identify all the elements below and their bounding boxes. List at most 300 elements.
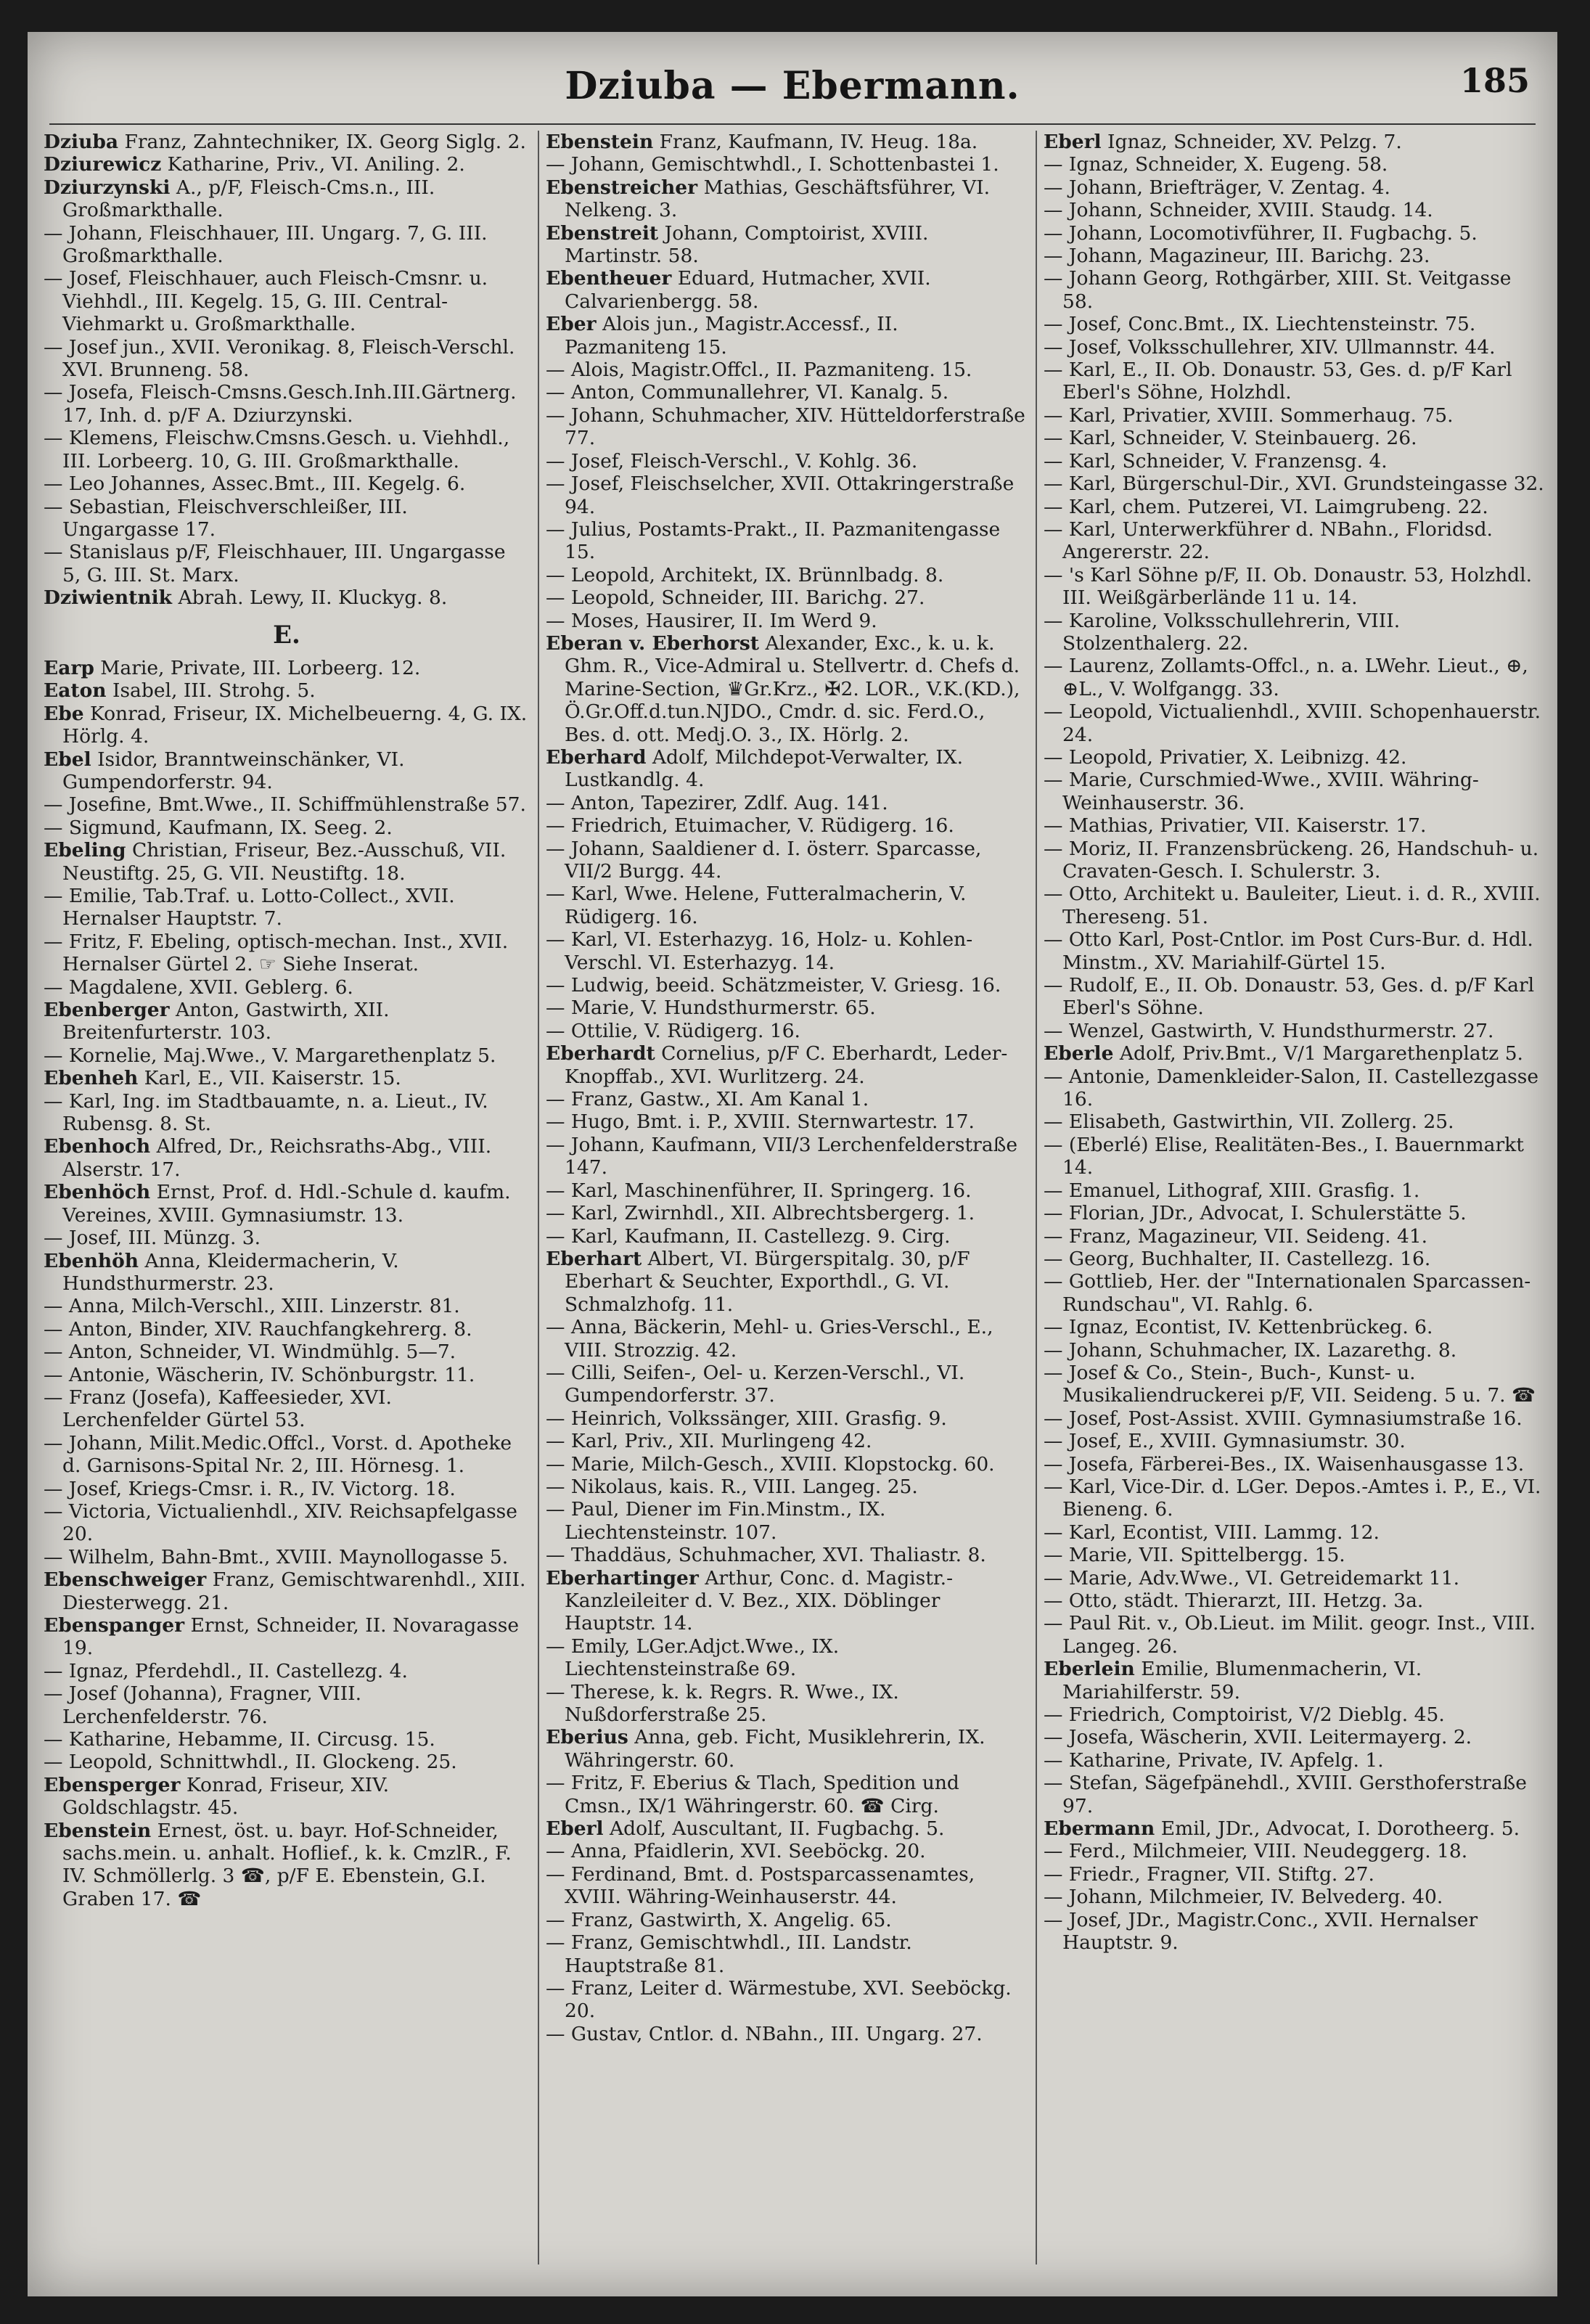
directory-entry [44,222,530,268]
entry-details: — Karl, Econtist, VIII. Lammg. 12. [1044,1521,1380,1544]
directory-entry [546,1453,1029,1476]
directory-entry [1044,700,1544,746]
directory-entry [546,2023,1029,2045]
entry-surname: Ebenhoch [44,1135,151,1158]
entry-details: — Karl, Ing. im Stadtbauamte, n. a. Lieut., IV. Rubensg. 8. St. [44,1089,488,1136]
page-title: Dziuba — Ebermann. [565,64,1020,108]
entry-details: — 's Karl Söhne p/F, II. Ob. Donaustr. 53, Holzhdl. III. Weißgärberlände 11 u. 14. [1044,563,1533,610]
entry-details: — Nikolaus, kais. R., VIII. Langeg. 25. [546,1475,918,1498]
directory-entry [44,1364,530,1386]
directory-entry [1044,518,1544,564]
entry-details: Karl, E., VII. Kaiserstr. 15. [138,1067,401,1090]
directory-entry [1044,1020,1544,1042]
entry-details: Ernst, Schneider, II. Novaragasse 19. [62,1614,520,1660]
entry-details: — Karl, Privatier, XVIII. Sommerhaug. 75. [1044,404,1454,427]
directory-entry [1044,1476,1544,1521]
directory-entry [1044,404,1544,427]
directory-entry [546,1248,1029,1316]
entry-details: — Johann, Kaufmann, VII/3 Lerchenfelderstraße 147. [546,1133,1018,1179]
directory-page [28,32,1557,2296]
entry-details: — Josef, Volksschullehrer, XIV. Ullmannstr. 44. [1044,335,1496,359]
entry-details: Johann, Comptoirist, XVIII. Martinstr. 58. [565,221,929,268]
directory-entry [1044,359,1544,404]
directory-entry [44,472,530,495]
entry-details: — Paul Rit. v., Ob.Lieut. im Milit. geogr. Inst., VIII. Langeg. 26. [1044,1612,1536,1658]
entry-details: — Karl, Schneider, V. Steinbauerg. 26. [1044,427,1417,450]
entry-details: — Leopold, Victualienhdl., XVIII. Schopenhauerstr. 24. [1044,700,1541,746]
entry-details: — Moses, Hausirer, II. Im Werd 9. [546,609,877,632]
directory-entry [1044,1612,1544,1658]
entry-details: — Josef, Fleischhauer, auch Fleisch-Cmsnr. u. Viehhdl., III. Kegelg. 15, G. III. Central-Viehmarkt u. Großmarkthalle. [44,267,488,336]
directory-entry [1044,1567,1544,1589]
directory-entry [1044,1749,1544,1772]
entry-details: — Alois, Magistr.Offcl., II. Pazmaniteng. 15. [546,359,972,382]
entry-details: Emil, JDr., Advocat, I. Dorotheerg. 5. [1155,1817,1520,1841]
directory-entry [1044,1726,1544,1748]
entry-surname: Ebenhöch [44,1181,151,1204]
directory-entry [44,1660,530,1682]
entry-details: — Katharine, Private, IV. Apfelg. 1. [1044,1748,1384,1772]
entry-surname: Eberhardt [546,1042,655,1065]
directory-entry [546,1134,1029,1179]
entry-details: — Franz, Gemischtwhdl., III. Landstr. Hauptstraße 81. [546,1931,912,1977]
entry-details: Franz, Gemischtwarenhdl., XIII. Diesterwegg. 21. [62,1568,526,1614]
entry-details: — Josef, III. Münzg. 3. [44,1227,261,1250]
entry-details: — Otto, Architekt u. Bauleiter, Lieut. i. d. R., XVIII. Thereseng. 51. [1044,883,1541,928]
directory-entry [1044,1110,1544,1133]
directory-entry [546,1931,1029,1977]
entry-details: — Emilie, Tab.Traf. u. Lotto-Collect., XVII. Hernalser Hauptstr. 7. [44,885,455,930]
entry-details: — Emily, LGer.Adjct.Wwe., IX. Liechtensteinstraße 69. [546,1634,840,1681]
directory-entry [44,1774,530,1820]
entry-details: — Friedrich, Comptoirist, V/2 Dieblg. 45. [1044,1703,1445,1727]
directory-entry [546,1772,1029,1817]
entry-details: Anna, geb. Ficht, Musiklehrerin, IX. Währingerstr. 60. [565,1726,985,1772]
directory-entry [546,1202,1029,1224]
directory-entry [546,1726,1029,1772]
entry-surname: Eberlein [1044,1658,1135,1681]
directory-entry [546,610,1029,632]
entry-details: — Kornelie, Maj.Wwe., V. Margarethenplatz 5. [44,1044,496,1067]
page-header [49,58,1536,123]
directory-entry [44,1820,530,1911]
directory-entry [1044,267,1544,313]
directory-entry [1044,199,1544,221]
directory-entry [1044,336,1544,359]
directory-entry [546,586,1029,609]
entry-details: — Franz, Magazineur, VII. Seideng. 41. [1044,1224,1428,1248]
directory-entry [546,404,1029,450]
directory-entry [546,1407,1029,1430]
entry-details: — Karl, Zwirnhdl., XII. Albrechtsbergerg. 1. [546,1202,975,1225]
entry-surname: Earp [44,656,94,679]
directory-entry [1044,1521,1544,1544]
entry-details: — Otto, städt. Thierarzt, III. Hetzg. 3a. [1044,1589,1424,1612]
entry-surname: Ebenheh [44,1067,139,1090]
directory-entry [546,564,1029,586]
directory-entry [1044,222,1544,245]
entry-details: — Franz, Leiter d. Wärmestube, XVI. Seeböckg. 20. [546,1976,1012,2023]
entry-details: — Fritz, F. Ebeling, optisch-mechan. Inst., XVII. Hernalser Gürtel 2. ☞ Siehe Inserat. [44,930,509,976]
entry-details: — Karl, Unterwerkführer d. NBahn., Floridsd. Angererstr. 22. [1044,517,1493,564]
directory-entry [1044,1339,1544,1362]
entry-details: — Laurenz, Zollamts-Offcl., n. a. LWehr. Lieut., ⊕, ⊕L., V. Wolfgangg. 33. [1044,655,1528,700]
entry-details: — Johann, Briefträger, V. Zentag. 4. [1044,176,1390,199]
directory-entry [1044,1179,1544,1202]
directory-entry [546,1681,1029,1727]
directory-entry [546,1476,1029,1498]
entry-details: — Stanislaus p/F, Fleischhauer, III. Ungargasse 5, G. III. St. Marx. [44,541,506,586]
directory-entry [44,176,530,222]
directory-entry [546,359,1029,381]
entry-details: Alfred, Dr., Reichsraths-Abg., VIII. Alserstr. 17. [62,1135,492,1181]
entry-surname: Eberhard [546,745,647,769]
entry-details: — (Eberlé) Elise, Realitäten-Bes., I. Bauernmarkt 14. [1044,1133,1524,1179]
directory-entry [1044,131,1544,153]
entry-details: — Anton, Binder, XIV. Rauchfangkehrerg. 8. [44,1317,472,1341]
entry-details: Cornelius, p/F C. Eberhardt, Leder-Knopffab., XVI. Wurlitzerg. 24. [565,1042,1008,1088]
directory-entry [546,472,1029,518]
directory-entry [1044,1544,1544,1566]
directory-entry [44,1341,530,1363]
entry-details: — Johann, Magazineur, III. Barichg. 23. [1044,245,1430,268]
directory-entry [44,793,530,816]
entry-details: Konrad, Friseur, IX. Michelbeuerng. 4, G. IX. Hörlg. 4. [62,702,528,748]
directory-entry [1044,1042,1544,1065]
entry-details: — Josef (Johanna), Fragner, VIII. Lerchenfelderstr. 76. [44,1682,362,1728]
entry-surname: Dziurewicz [44,153,162,176]
directory-entry [546,997,1029,1019]
directory-entry [546,1020,1029,1042]
entry-details: Ernst, Prof. d. Hdl.-Schule d. kaufm. Vereines, XVIII. Gymnasiumstr. 13. [62,1181,511,1227]
entry-details: — Karl, Schneider, V. Franzensg. 4. [1044,449,1388,472]
entry-details: — Leopold, Schneider, III. Barichg. 27. [546,586,925,610]
entry-surname: Ebermann [1044,1817,1155,1841]
directory-entry [1044,1589,1544,1612]
entry-details: — Leo Johannes, Assec.Bmt., III. Kegelg. 6. [44,472,466,496]
entry-details: — Katharine, Hebamme, II. Circusg. 15. [44,1728,435,1751]
entry-details: — Rudolf, E., II. Ob. Donaustr. 53, Ges. d. p/F Karl Eberl's Söhne. [1044,974,1535,1020]
directory-entry [44,336,530,382]
column-divider [1036,131,1037,2264]
entry-details: — Johann, Schneider, XVIII. Staudg. 14. [1044,199,1433,222]
entry-details: — Antonie, Damenkleider-Salon, II. Castellezgasse 16. [1044,1065,1539,1111]
entry-surname: Eberius [546,1726,628,1749]
directory-entry [546,153,1029,176]
entry-details: Adolf, Priv.Bmt., V/1 Margarethenplatz 5. [1113,1042,1523,1065]
entry-details: — Therese, k. k. Regrs. R. Wwe., IX. Nußdorferstraße 25. [546,1680,899,1727]
directory-entry [1044,1225,1544,1248]
directory-entry [44,267,530,335]
directory-entry [1044,427,1544,449]
entry-details: Marie, Private, III. Lorbeerg. 12. [94,656,421,679]
directory-entry [546,222,1029,268]
directory-entry [1044,1886,1544,1908]
entry-details: — Sigmund, Kaufmann, IX. Seeg. 2. [44,816,393,839]
entry-details: — Thaddäus, Schuhmacher, XVI. Thaliastr. 8. [546,1544,986,1567]
directory-entry [1044,928,1544,974]
entry-surname: Ebensperger [44,1773,181,1796]
header-rule [49,123,1536,125]
entry-details: — Franz, Gastwirth, X. Angelig. 65. [546,1908,892,1931]
entry-details: Konrad, Friseur, XIV. Goldschlagstr. 45. [62,1773,390,1820]
directory-entry [1044,1703,1544,1726]
entry-surname: Eberle [1044,1042,1114,1065]
directory-entry [44,703,530,748]
entry-details: — Josefa, Fleisch-Cmsns.Gesch.Inh.III.Gärtnerg. 17, Inh. d. p/F A. Dziurzynski. [44,381,517,427]
directory-entry [546,450,1029,472]
entry-details: Franz, Zahntechniker, IX. Georg Siglg. 2. [118,131,526,153]
directory-entry [1044,564,1544,610]
entry-surname: Dziwientnik [44,586,173,610]
entry-details: — Anton, Schneider, VI. Windmühlg. 5—7. [44,1341,456,1364]
entry-details: — Friedr., Fragner, VII. Stiftg. 27. [1044,1862,1374,1886]
entry-details: Adolf, Auscultant, II. Fugbachg. 5. [603,1817,945,1841]
directory-entry [546,1179,1029,1202]
entry-details: — Johann Georg, Rothgärber, XIII. St. Veitgasse 58. [1044,267,1512,313]
entry-surname: Ebel [44,748,91,771]
entry-details: — Josef, JDr., Magistr.Conc., XVII. Hernalser Hauptstr. 9. [1044,1908,1478,1955]
entry-details: — Marie, Adv.Wwe., VI. Getreidemarkt 11. [1044,1566,1460,1589]
entry-details: — Fritz, F. Eberius & Tlach, Spedition und Cmsn., IX/1 Währingerstr. 60. ☎ Cirg. [546,1772,959,1817]
entry-details: — Julius, Postamts-Prakt., II. Pazmanitengasse 15. [546,517,1001,564]
directory-entry [1044,883,1544,928]
directory-entry [44,153,530,176]
entry-details: — Josef, Post-Assist. XVIII. Gymnasiumstraße 16. [1044,1407,1523,1430]
entry-details: — Josef, Fleisch-Verschl., V. Kohlg. 36. [546,449,918,472]
directory-entry [44,1250,530,1296]
directory-entry [546,1362,1029,1407]
entry-details: — Josef, Fleischselcher, XVII. Ottakringerstraße 94. [546,472,1015,518]
entry-details: — Johann, Gemischtwhdl., I. Schottenbastei 1. [546,153,999,176]
entry-surname: Dziuba [44,131,119,153]
directory-entry [44,679,530,702]
entry-details: — Victoria, Victualienhdl., XIV. Reichsapfelgasse 20. [44,1499,517,1546]
directory-entry [1044,1772,1544,1817]
directory-entry [44,1135,530,1181]
directory-entry [546,974,1029,997]
entry-details: — Elisabeth, Gastwirthin, VII. Zollerg. 25. [1044,1110,1454,1134]
directory-entry [44,748,530,794]
directory-entry [44,1546,530,1568]
directory-entry [1044,1316,1544,1338]
directory-entry [44,131,530,153]
entry-surname: Ebenhöh [44,1249,139,1272]
column-divider [538,131,539,2264]
entry-details: Adolf, Milchdepot-Verwalter, IX. Lustkandlg. 4. [565,745,964,792]
entry-details: — Cilli, Seifen-, Oel- u. Kerzen-Verschl., VI. Gumpendorferstr. 37. [546,1361,965,1407]
entry-details: — Otto Karl, Post-Cntlor. im Post Curs-Bur. d. Hdl. Minstm., XV. Mariahilf-Gürtel 15. [1044,928,1533,974]
directory-entry [44,1478,530,1500]
entry-details: Katharine, Priv., VI. Aniling. 2. [161,153,465,176]
entry-details: — Johann, Saaldiener d. I. österr. Sparcasse, VII/2 Burgg. 44. [546,837,982,883]
entry-details: — Anna, Milch-Verschl., XIII. Linzerstr. 81. [44,1295,460,1318]
entry-details: — Marie, Curschmied-Wwe., XVIII. Währing-Weinhauserstr. 36. [1044,769,1479,814]
entry-surname: Ebenberger [44,999,170,1022]
directory-entry [546,814,1029,837]
directory-entry [546,1817,1029,1840]
entry-details: Isabel, III. Strohg. 5. [106,679,316,703]
directory-entry [44,1044,530,1067]
directory-entry [546,928,1029,974]
directory-entry [1044,610,1544,655]
entry-details: — Josefa, Wäscherin, XVII. Leitermayerg. 2. [1044,1726,1472,1749]
entry-details: — Karl, Wwe. Helene, Futteralmacherin, V. Rüdigerg. 16. [546,883,967,928]
directory-entry [1044,1248,1544,1270]
directory-entry [44,839,530,885]
directory-entry [44,586,530,609]
directory-entry [44,1227,530,1249]
directory-entry [44,976,530,999]
entry-details: Alois jun., Magistr.Accessf., II. Pazmaniteng 15. [565,313,898,359]
directory-entry [44,817,530,839]
entry-details: — Klemens, Fleischw.Cmsns.Gesch. u. Viehhdl., III. Lorbeerg. 10, G. III. Großmarkthalle. [44,427,510,472]
directory-entry [44,381,530,427]
entry-surname: Ebenstein [44,1819,152,1842]
directory-entry [546,1635,1029,1681]
entry-details: Arthur, Conc. d. Magistr.-Kanzleileiter d. V. Bez., XIX. Döblinger Hauptstr. 14. [565,1566,954,1635]
directory-entry [1044,245,1544,267]
directory-entry [1044,1840,1544,1862]
directory-entry [44,1318,530,1341]
section-letter: E. [273,620,300,650]
directory-entry [1044,1430,1544,1452]
directory-entry [1044,1134,1544,1179]
entry-details: — Karl, Maschinenführer, II. Springerg. 16. [546,1179,972,1202]
entry-details: — Josefine, Bmt.Wwe., II. Schiffmühlenstraße 57. [44,793,526,817]
entry-details: — Wilhelm, Bahn-Bmt., XVIII. Maynollogasse 5. [44,1545,509,1568]
directory-entry [546,632,1029,746]
directory-entry [44,1682,530,1728]
entry-surname: Eberan v. Eberhorst [546,631,760,655]
entry-details: A., p/F, Fleisch-Cms.n., III. Großmarkthalle. [62,176,435,222]
entry-details: — Gustav, Cntlor. d. NBahn., III. Ungarg. 27. [546,2022,983,2045]
directory-entry [44,885,530,930]
directory-entry [1044,746,1544,769]
directory-entry [44,930,530,976]
directory-entry [1044,1362,1544,1407]
directory-entry [1044,472,1544,495]
entry-details: — Sebastian, Fleischverschleißer, III. Ungargasse 17. [44,495,408,541]
entry-details: — Leopold, Schnittwhdl., II. Glockeng. 25. [44,1751,457,1774]
entry-details: — Moriz, II. Franzensbrückeng. 26, Handschuh- u. Cravaten-Gesch. I. Schulerstr. 3. [1044,837,1539,883]
directory-entry [44,1751,530,1773]
entry-details: — Marie, V. Hundsthurmerstr. 65. [546,997,876,1020]
page-number: 185 [1459,61,1530,100]
directory-entry [44,427,530,472]
directory-entry [1044,1817,1544,1840]
directory-entry [546,131,1029,153]
entry-details: — Johann, Schuhmacher, XIV. Hütteldorferstraße 77. [546,404,1025,450]
directory-entry [1044,1407,1544,1430]
entry-details: — Antonie, Wäscherin, IV. Schönburgstr. 11. [44,1363,475,1386]
entry-details: — Leopold, Privatier, X. Leibnizg. 42. [1044,745,1407,769]
entry-surname: Ebeling [44,839,126,862]
entry-details: — Karl, Vice-Dir. d. LGer. Depos.-Amtes i. P., E., VI. Bieneng. 6. [1044,1475,1541,1521]
directory-entry [44,1432,530,1478]
entry-details: — Heinrich, Volkssänger, XIII. Grasfig. 9. [546,1407,947,1430]
directory-entry [546,1430,1029,1452]
directory-entry [546,746,1029,792]
entry-surname: Ebenstein [546,131,654,153]
entry-details: — Johann, Fleischhauer, III. Ungarg. 7, G. III. Großmarkthalle. [44,221,488,268]
entry-surname: Dziurzynski [44,176,171,199]
directory-entry [546,1042,1029,1088]
entry-details: — Karl, Priv., XII. Murlingeng 42. [546,1430,872,1453]
directory-entry [1044,974,1544,1020]
entry-surname: Ebenstreicher [546,176,698,199]
entry-surname: Ebentheuer [546,267,672,290]
entry-details: — Magdalene, XVII. Geblerg. 6. [44,975,353,999]
directory-entry [44,541,530,586]
directory-entry [546,1544,1029,1566]
directory-entry [546,1088,1029,1110]
entry-details: Franz, Kaufmann, IV. Heug. 18a. [653,131,978,153]
entry-details: — Franz (Josefa), Kaffeesieder, XVI. Lerchenfelder Gürtel 53. [44,1386,392,1432]
entry-details: — Karoline, Volksschullehrerin, VIII. Stolzenthalerg. 22. [1044,609,1401,655]
directory-entry [1044,1658,1544,1703]
entry-details: — Florian, JDr., Advocat, I. Schulerstätte 5. [1044,1202,1467,1225]
directory-entry [546,1316,1029,1362]
directory-entry [546,1840,1029,1862]
directory-entry [1044,1863,1544,1886]
directory-entry [44,999,530,1044]
entry-surname: Eaton [44,679,107,703]
entry-details: Abrah. Lewy, II. Kluckyg. 8. [172,586,448,610]
entry-surname: Ebe [44,702,84,725]
directory-entry [546,313,1029,359]
entry-details: — Marie, VII. Spittelbergg. 15. [1044,1544,1345,1567]
directory-entry [1044,1270,1544,1316]
entry-details: — Karl, E., II. Ob. Donaustr. 53, Ges. d. p/F Karl Eberl's Söhne, Holzhdl. [1044,359,1512,404]
entry-details: — Karl, Kaufmann, II. Castellezg. 9. Cirg. [546,1224,951,1248]
entry-details: Alexander, Exc., k. u. k. Ghm. R., Vice-Admiral u. Stellvertr. d. Chefs d. Marine-Section, ♛Gr.Krz., ✠2. LOR., V.K.(KD.), Ö.Gr.Off.d.tun.NJDO., Cmdr. d. sic. Ferd.O., Bes. d. ott. Medj.O. 3., IX. Hörlg. 2. [565,631,1020,746]
directory-entry [546,176,1029,222]
entry-details: — Leopold, Architekt, IX. Brünnlbadg. 8. [546,563,944,586]
entry-details: — Johann, Milit.Medic.Offcl., Vorst. d. Apotheke d. Garnisons-Spital Nr. 2, III. Hörnesg. 1. [44,1431,512,1478]
column-2 [546,131,1029,2279]
directory-entry [546,381,1029,404]
entry-details: — Anton, Communallehrer, VI. Kanalg. 5. [546,381,949,404]
entry-details: — Karl, VI. Esterhazyg. 16, Holz- u. Kohlen-Verschl. VI. Esterhazyg. 14. [546,928,973,974]
directory-entry [546,1498,1029,1544]
directory-entry [44,1500,530,1546]
entry-details: — Josef, E., XVIII. Gymnasiumstr. 30. [1044,1430,1406,1453]
entry-details: — Josef, Conc.Bmt., IX. Liechtensteinstr. 75. [1044,313,1476,336]
entry-details: — Anna, Bäckerin, Mehl- u. Gries-Verschl., E., VIII. Strozzig. 42. [546,1316,993,1362]
entry-details: Eduard, Hutmacher, XVII. Calvarienbergg. 58. [565,267,931,313]
entry-details: — Ferd., Milchmeier, VIII. Neudeggerg. 18. [1044,1840,1468,1863]
directory-entry [546,1977,1029,2023]
entry-details: — Johann, Locomotivführer, II. Fugbachg. 5. [1044,221,1478,245]
directory-entry [1044,838,1544,883]
entry-details: — Gottlieb, Her. der "Internationalen Sparcassen-Rundschau", VI. Rahlg. 6. [1044,1270,1531,1316]
directory-entry [546,838,1029,883]
entry-surname: Eberhart [546,1247,642,1270]
directory-entry [546,883,1029,928]
entry-details: — Hugo, Bmt. i. P., XVIII. Sternwartestr. 17. [546,1110,975,1134]
directory-entry [1044,1909,1544,1955]
directory-entry [1044,1453,1544,1476]
entry-details: — Anton, Tapezirer, Zdlf. Aug. 141. [546,791,888,814]
entry-details: — Johann, Milchmeier, IV. Belvederg. 40. [1044,1886,1443,1909]
entry-details: Emilie, Blumenmacherin, VI. Mariahilferstr. 59. [1062,1658,1422,1703]
entry-details: — Karl, Bürgerschul-Dir., XVI. Grundsteingasse 32. [1044,472,1544,496]
column-3 [1044,131,1544,2279]
directory-entry [44,1181,530,1227]
entry-details: — Karl, chem. Putzerei, VI. Laimgrubeng. 22. [1044,495,1488,518]
entry-surname: Eberl [1044,131,1102,153]
